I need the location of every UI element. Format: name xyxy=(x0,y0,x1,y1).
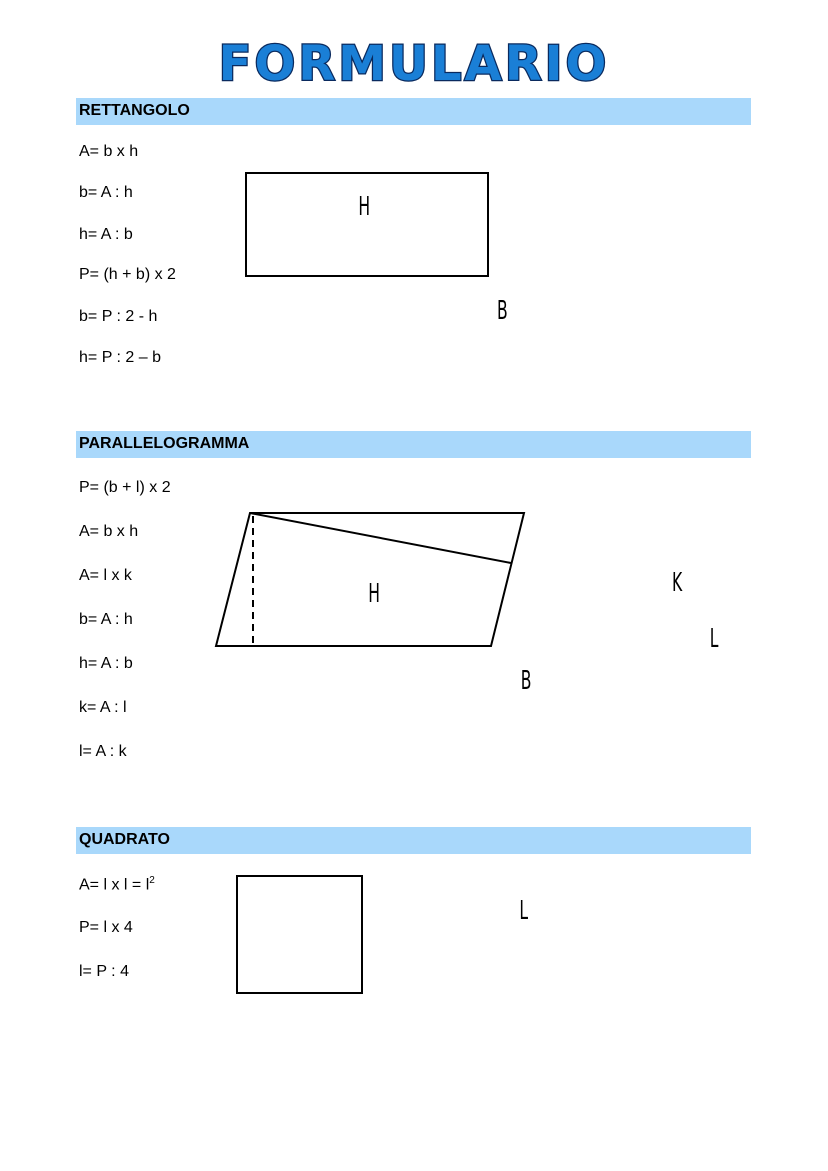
formula: h= A : b xyxy=(79,226,133,243)
parallelogram-k-label: K xyxy=(672,567,683,599)
section-title: QUADRATO xyxy=(79,831,170,848)
formula: b= P : 2 - h xyxy=(79,308,158,325)
parallelogram-height-label: H xyxy=(368,578,380,610)
section-header-quadrato xyxy=(76,827,751,854)
page-title: FORMULARIO xyxy=(218,36,610,92)
formula: P= (h + b) x 2 xyxy=(79,266,176,283)
formula: A= b x h xyxy=(79,523,139,540)
formula: A= b x h xyxy=(79,143,139,160)
formula xyxy=(79,875,155,894)
formula: b= A : h xyxy=(79,184,133,201)
parallelogram-side-label: L xyxy=(709,623,719,655)
formula: P= (b + l) x 2 xyxy=(79,479,171,496)
section-title: RETTANGOLO xyxy=(79,102,190,119)
formula: l= P : 4 xyxy=(79,963,129,980)
rectangle-height-label: H xyxy=(358,191,371,223)
formula: A= l x k xyxy=(79,567,132,584)
section-header-parallelogramma xyxy=(76,431,751,458)
section-title: PARALLELOGRAMMA xyxy=(79,435,250,452)
formula-exponent: 2 xyxy=(149,875,155,886)
formula: P= l x 4 xyxy=(79,919,133,936)
formula: b= A : h xyxy=(79,611,133,628)
square-side-label: L xyxy=(519,895,529,927)
parallelogram-base-label: B xyxy=(520,665,532,697)
formula: h= A : b xyxy=(79,655,133,672)
square-shape xyxy=(237,876,362,993)
formula: h= P : 2 – b xyxy=(79,349,161,366)
formula-area: A= l x l = l xyxy=(79,876,150,894)
formula: k= A : l xyxy=(79,699,127,716)
rectangle-base-label: B xyxy=(496,295,508,327)
formula: l= A : k xyxy=(79,743,127,760)
parallelogram-k-line xyxy=(250,513,511,563)
rectangle-shape xyxy=(246,173,488,276)
